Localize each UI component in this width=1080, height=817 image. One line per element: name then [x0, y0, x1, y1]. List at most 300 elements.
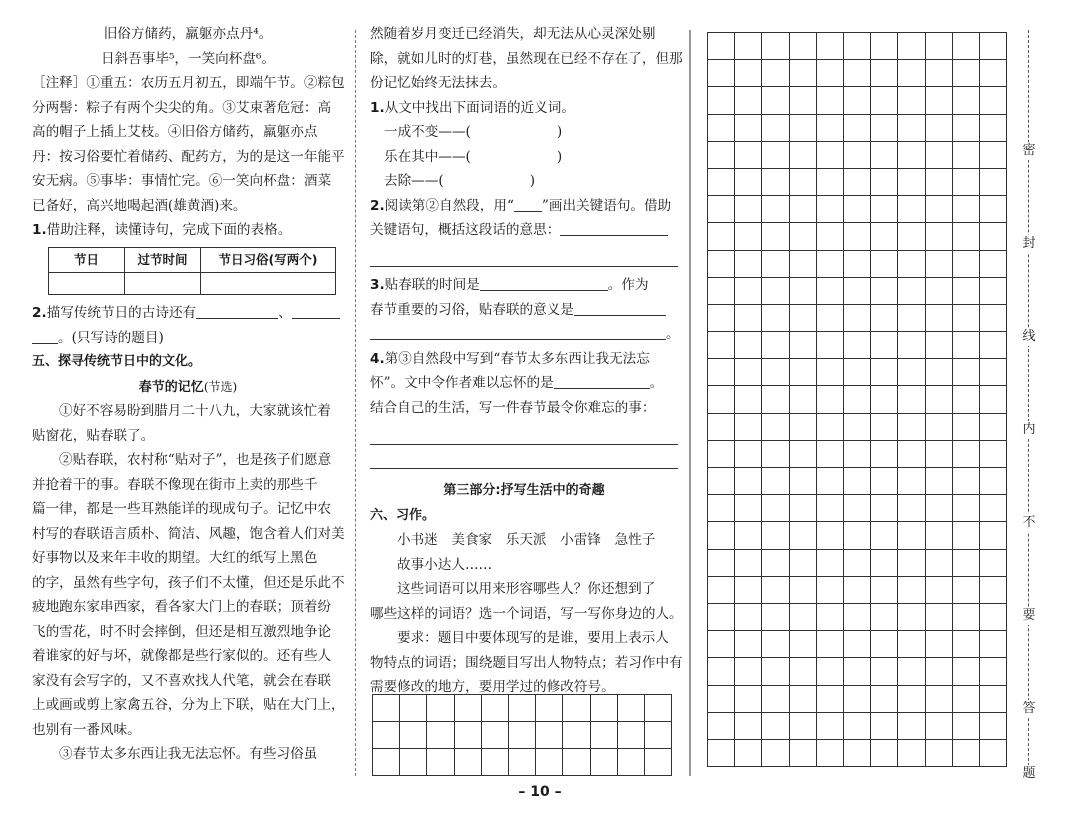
grid-cell[interactable] — [708, 115, 735, 142]
grid-cell[interactable] — [844, 604, 871, 631]
grid-cell[interactable] — [708, 278, 735, 305]
grid-cell[interactable] — [708, 468, 735, 495]
grid-cell[interactable] — [455, 749, 482, 776]
grid-cell[interactable] — [790, 550, 817, 577]
grid-cell[interactable] — [817, 87, 844, 114]
grid-cell[interactable] — [735, 550, 762, 577]
grid-cell[interactable] — [762, 332, 789, 359]
grid-cell[interactable] — [509, 722, 536, 749]
grid-cell[interactable] — [645, 722, 672, 749]
grid-cell[interactable] — [817, 115, 844, 142]
grid-cell[interactable] — [871, 359, 898, 386]
grid-cell[interactable] — [898, 196, 925, 223]
grid-cell[interactable] — [591, 722, 618, 749]
grid-cell[interactable] — [871, 169, 898, 196]
grid-cell[interactable] — [926, 87, 953, 114]
grid-cell[interactable] — [953, 359, 980, 386]
grid-cell[interactable] — [871, 223, 898, 250]
grid-cell[interactable] — [844, 550, 871, 577]
grid-cell[interactable] — [645, 695, 672, 722]
grid-cell[interactable] — [898, 522, 925, 549]
grid-cell[interactable] — [844, 196, 871, 223]
grid-cell[interactable] — [817, 305, 844, 332]
grid-cell[interactable] — [708, 414, 735, 441]
grid-cell[interactable] — [762, 305, 789, 332]
grid-cell[interactable] — [953, 223, 980, 250]
grid-cell[interactable] — [926, 713, 953, 740]
grid-cell[interactable] — [953, 686, 980, 713]
grid-cell[interactable] — [735, 604, 762, 631]
grid-cell[interactable] — [536, 695, 563, 722]
grid-cell[interactable] — [708, 550, 735, 577]
grid-cell[interactable] — [844, 522, 871, 549]
grid-cell[interactable] — [563, 695, 590, 722]
grid-cell[interactable] — [790, 142, 817, 169]
grid-cell[interactable] — [953, 305, 980, 332]
grid-cell[interactable] — [980, 658, 1007, 685]
grid-cell[interactable] — [762, 142, 789, 169]
answer-blank[interactable] — [560, 220, 668, 236]
grid-cell[interactable] — [898, 631, 925, 658]
grid-cell[interactable] — [790, 386, 817, 413]
grid-cell[interactable] — [926, 60, 953, 87]
grid-cell[interactable] — [980, 686, 1007, 713]
grid-cell[interactable] — [898, 495, 925, 522]
grid-cell[interactable] — [817, 686, 844, 713]
grid-cell[interactable] — [844, 713, 871, 740]
grid-cell[interactable] — [871, 658, 898, 685]
grid-cell[interactable] — [953, 414, 980, 441]
grid-cell[interactable] — [645, 749, 672, 776]
answer-blank[interactable] — [480, 275, 608, 291]
grid-cell[interactable] — [708, 142, 735, 169]
grid-cell[interactable] — [536, 722, 563, 749]
grid-cell[interactable] — [790, 278, 817, 305]
grid-cell[interactable] — [790, 522, 817, 549]
grid-cell[interactable] — [871, 305, 898, 332]
grid-cell[interactable] — [790, 631, 817, 658]
grid-cell[interactable] — [735, 60, 762, 87]
grid-cell[interactable] — [980, 278, 1007, 305]
grid-cell[interactable] — [871, 251, 898, 278]
grid-cell[interactable] — [844, 115, 871, 142]
grid-cell[interactable] — [762, 115, 789, 142]
grid-cell[interactable] — [871, 87, 898, 114]
grid-cell[interactable] — [898, 332, 925, 359]
grid-cell[interactable] — [735, 33, 762, 60]
grid-cell[interactable] — [817, 332, 844, 359]
grid-cell[interactable] — [844, 495, 871, 522]
grid-cell[interactable] — [926, 278, 953, 305]
grid-cell[interactable] — [926, 414, 953, 441]
grid-cell[interactable] — [735, 359, 762, 386]
grid-cell[interactable] — [817, 658, 844, 685]
grid-cell[interactable] — [762, 604, 789, 631]
answer-blank[interactable] — [370, 324, 666, 340]
grid-cell[interactable] — [735, 577, 762, 604]
grid-cell[interactable] — [980, 604, 1007, 631]
grid-cell[interactable] — [817, 550, 844, 577]
grid-cell[interactable] — [980, 196, 1007, 223]
grid-cell[interactable] — [898, 33, 925, 60]
grid-cell[interactable] — [790, 577, 817, 604]
grid-cell[interactable] — [735, 278, 762, 305]
grid-cell[interactable] — [844, 332, 871, 359]
grid-cell[interactable] — [871, 522, 898, 549]
grid-cell[interactable] — [871, 713, 898, 740]
grid-cell[interactable] — [926, 740, 953, 767]
grid-cell[interactable] — [926, 441, 953, 468]
grid-cell[interactable] — [762, 386, 789, 413]
grid-cell[interactable] — [618, 749, 645, 776]
grid-cell[interactable] — [871, 60, 898, 87]
grid-cell[interactable] — [455, 695, 482, 722]
grid-cell[interactable] — [735, 169, 762, 196]
grid-cell[interactable] — [953, 740, 980, 767]
grid-cell[interactable] — [509, 695, 536, 722]
grid-cell[interactable] — [790, 33, 817, 60]
grid-cell[interactable] — [708, 658, 735, 685]
grid-cell[interactable] — [980, 33, 1007, 60]
grid-cell[interactable] — [980, 359, 1007, 386]
grid-cell[interactable] — [871, 740, 898, 767]
grid-cell[interactable] — [790, 604, 817, 631]
grid-cell[interactable] — [871, 278, 898, 305]
grid-cell[interactable] — [953, 522, 980, 549]
grid-cell[interactable] — [708, 604, 735, 631]
grid-cell[interactable] — [898, 87, 925, 114]
grid-cell[interactable] — [482, 695, 509, 722]
grid-cell[interactable] — [817, 142, 844, 169]
grid-cell[interactable] — [790, 468, 817, 495]
grid-cell[interactable] — [871, 604, 898, 631]
grid-cell[interactable] — [926, 251, 953, 278]
grid-cell[interactable] — [790, 305, 817, 332]
grid-cell[interactable] — [926, 115, 953, 142]
grid-cell[interactable] — [817, 441, 844, 468]
grid-cell[interactable] — [762, 169, 789, 196]
grid-cell[interactable] — [762, 441, 789, 468]
grid-cell[interactable] — [790, 115, 817, 142]
grid-cell[interactable] — [980, 386, 1007, 413]
grid-cell[interactable] — [980, 223, 1007, 250]
grid-cell[interactable] — [898, 115, 925, 142]
grid-cell[interactable] — [980, 142, 1007, 169]
answer-blank[interactable] — [574, 300, 666, 316]
grid-cell[interactable] — [790, 359, 817, 386]
grid-cell[interactable] — [790, 169, 817, 196]
grid-cell[interactable] — [790, 196, 817, 223]
grid-cell[interactable] — [817, 251, 844, 278]
grid-cell[interactable] — [762, 87, 789, 114]
grid-cell[interactable] — [817, 60, 844, 87]
grid-cell[interactable] — [953, 278, 980, 305]
grid-cell[interactable] — [708, 386, 735, 413]
grid-cell[interactable] — [790, 251, 817, 278]
grid-cell[interactable] — [817, 495, 844, 522]
grid-cell[interactable] — [926, 686, 953, 713]
grid-cell[interactable] — [898, 686, 925, 713]
grid-cell[interactable] — [708, 251, 735, 278]
grid-cell[interactable] — [762, 196, 789, 223]
grid-cell[interactable] — [844, 169, 871, 196]
grid-cell[interactable] — [790, 60, 817, 87]
grid-cell[interactable] — [817, 386, 844, 413]
grid-cell[interactable] — [926, 495, 953, 522]
grid-cell[interactable] — [762, 686, 789, 713]
grid-cell[interactable] — [817, 278, 844, 305]
grid-cell[interactable] — [735, 522, 762, 549]
grid-cell[interactable] — [953, 196, 980, 223]
grid-cell[interactable] — [762, 251, 789, 278]
grid-cell[interactable] — [735, 115, 762, 142]
grid-cell[interactable] — [373, 722, 400, 749]
grid-cell[interactable] — [898, 278, 925, 305]
grid-cell[interactable] — [953, 631, 980, 658]
grid-cell[interactable] — [400, 749, 427, 776]
grid-cell[interactable] — [735, 414, 762, 441]
grid-cell[interactable] — [482, 722, 509, 749]
grid-cell[interactable] — [400, 722, 427, 749]
grid-cell[interactable] — [817, 522, 844, 549]
grid-cell[interactable] — [980, 251, 1007, 278]
grid-cell[interactable] — [844, 386, 871, 413]
grid-cell[interactable] — [708, 713, 735, 740]
grid-cell[interactable] — [898, 386, 925, 413]
grid-cell[interactable] — [980, 169, 1007, 196]
answer-line[interactable] — [370, 243, 678, 268]
grid-cell[interactable] — [762, 278, 789, 305]
grid-cell[interactable] — [926, 33, 953, 60]
grid-cell[interactable] — [735, 495, 762, 522]
grid-cell[interactable] — [871, 115, 898, 142]
grid-cell[interactable] — [898, 142, 925, 169]
grid-cell[interactable] — [708, 305, 735, 332]
grid-cell[interactable] — [817, 414, 844, 441]
grid-cell[interactable] — [953, 169, 980, 196]
grid-cell[interactable] — [953, 658, 980, 685]
grid-cell[interactable] — [953, 713, 980, 740]
grid-cell[interactable] — [926, 658, 953, 685]
grid-cell[interactable] — [618, 722, 645, 749]
grid-cell[interactable] — [735, 223, 762, 250]
grid-cell[interactable] — [871, 33, 898, 60]
grid-cell[interactable] — [844, 60, 871, 87]
grid-cell[interactable] — [427, 722, 454, 749]
grid-cell[interactable] — [708, 87, 735, 114]
grid-cell[interactable] — [427, 749, 454, 776]
grid-cell[interactable] — [844, 142, 871, 169]
grid-cell[interactable] — [898, 305, 925, 332]
grid-cell[interactable] — [844, 658, 871, 685]
grid-cell[interactable] — [871, 577, 898, 604]
writing-grid-small[interactable] — [372, 694, 672, 776]
grid-cell[interactable] — [898, 468, 925, 495]
grid-cell[interactable] — [735, 441, 762, 468]
grid-cell[interactable] — [400, 695, 427, 722]
grid-cell[interactable] — [735, 332, 762, 359]
grid-cell[interactable] — [953, 115, 980, 142]
grid-cell[interactable] — [898, 658, 925, 685]
grid-cell[interactable] — [708, 359, 735, 386]
grid-cell[interactable] — [898, 359, 925, 386]
table-cell-blank[interactable] — [201, 273, 336, 295]
answer-line[interactable] — [370, 420, 678, 445]
grid-cell[interactable] — [926, 305, 953, 332]
grid-cell[interactable] — [953, 386, 980, 413]
grid-cell[interactable] — [735, 251, 762, 278]
grid-cell[interactable] — [735, 740, 762, 767]
grid-cell[interactable] — [871, 196, 898, 223]
grid-cell[interactable] — [953, 60, 980, 87]
grid-cell[interactable] — [536, 749, 563, 776]
grid-cell[interactable] — [980, 713, 1007, 740]
grid-cell[interactable] — [898, 251, 925, 278]
grid-cell[interactable] — [898, 169, 925, 196]
grid-cell[interactable] — [618, 695, 645, 722]
grid-cell[interactable] — [980, 87, 1007, 114]
grid-cell[interactable] — [735, 196, 762, 223]
grid-cell[interactable] — [844, 468, 871, 495]
grid-cell[interactable] — [591, 695, 618, 722]
grid-cell[interactable] — [790, 441, 817, 468]
writing-grid-large[interactable] — [707, 32, 1007, 767]
grid-cell[interactable] — [762, 495, 789, 522]
grid-cell[interactable] — [762, 713, 789, 740]
grid-cell[interactable] — [926, 386, 953, 413]
grid-cell[interactable] — [708, 740, 735, 767]
grid-cell[interactable] — [844, 33, 871, 60]
grid-cell[interactable] — [735, 468, 762, 495]
grid-cell[interactable] — [762, 631, 789, 658]
grid-cell[interactable] — [790, 414, 817, 441]
grid-cell[interactable] — [953, 495, 980, 522]
grid-cell[interactable] — [708, 631, 735, 658]
grid-cell[interactable] — [790, 686, 817, 713]
grid-cell[interactable] — [953, 577, 980, 604]
grid-cell[interactable] — [790, 713, 817, 740]
grid-cell[interactable] — [427, 695, 454, 722]
grid-cell[interactable] — [817, 33, 844, 60]
grid-cell[interactable] — [953, 550, 980, 577]
answer-line[interactable] — [370, 445, 678, 470]
grid-cell[interactable] — [844, 577, 871, 604]
grid-cell[interactable] — [898, 577, 925, 604]
grid-cell[interactable] — [762, 577, 789, 604]
grid-cell[interactable] — [708, 441, 735, 468]
grid-cell[interactable] — [898, 740, 925, 767]
grid-cell[interactable] — [708, 196, 735, 223]
grid-cell[interactable] — [762, 359, 789, 386]
grid-cell[interactable] — [871, 332, 898, 359]
grid-cell[interactable] — [509, 749, 536, 776]
answer-blank[interactable] — [196, 303, 278, 319]
grid-cell[interactable] — [871, 142, 898, 169]
grid-cell[interactable] — [708, 169, 735, 196]
grid-cell[interactable] — [953, 468, 980, 495]
grid-cell[interactable] — [898, 414, 925, 441]
grid-cell[interactable] — [735, 658, 762, 685]
table-cell-blank[interactable] — [49, 273, 125, 295]
grid-cell[interactable] — [708, 33, 735, 60]
grid-cell[interactable] — [980, 631, 1007, 658]
grid-cell[interactable] — [762, 468, 789, 495]
grid-cell[interactable] — [980, 305, 1007, 332]
grid-cell[interactable] — [926, 577, 953, 604]
grid-cell[interactable] — [926, 169, 953, 196]
grid-cell[interactable] — [844, 87, 871, 114]
grid-cell[interactable] — [926, 550, 953, 577]
grid-cell[interactable] — [708, 332, 735, 359]
grid-cell[interactable] — [980, 522, 1007, 549]
grid-cell[interactable] — [980, 577, 1007, 604]
grid-cell[interactable] — [817, 631, 844, 658]
grid-cell[interactable] — [844, 223, 871, 250]
grid-cell[interactable] — [871, 386, 898, 413]
grid-cell[interactable] — [762, 33, 789, 60]
grid-cell[interactable] — [953, 441, 980, 468]
grid-cell[interactable] — [980, 60, 1007, 87]
grid-cell[interactable] — [735, 686, 762, 713]
grid-cell[interactable] — [735, 87, 762, 114]
grid-cell[interactable] — [373, 749, 400, 776]
grid-cell[interactable] — [373, 695, 400, 722]
grid-cell[interactable] — [871, 468, 898, 495]
grid-cell[interactable] — [898, 604, 925, 631]
grid-cell[interactable] — [817, 359, 844, 386]
grid-cell[interactable] — [762, 60, 789, 87]
grid-cell[interactable] — [817, 169, 844, 196]
grid-cell[interactable] — [980, 495, 1007, 522]
grid-cell[interactable] — [790, 740, 817, 767]
grid-cell[interactable] — [926, 631, 953, 658]
grid-cell[interactable] — [708, 577, 735, 604]
grid-cell[interactable] — [871, 441, 898, 468]
grid-cell[interactable] — [980, 468, 1007, 495]
grid-cell[interactable] — [790, 332, 817, 359]
grid-cell[interactable] — [898, 713, 925, 740]
grid-cell[interactable] — [980, 332, 1007, 359]
grid-cell[interactable] — [735, 142, 762, 169]
grid-cell[interactable] — [817, 604, 844, 631]
grid-cell[interactable] — [871, 631, 898, 658]
grid-cell[interactable] — [762, 414, 789, 441]
grid-cell[interactable] — [844, 631, 871, 658]
grid-cell[interactable] — [980, 414, 1007, 441]
grid-cell[interactable] — [735, 631, 762, 658]
grid-cell[interactable] — [563, 722, 590, 749]
grid-cell[interactable] — [790, 87, 817, 114]
grid-cell[interactable] — [898, 441, 925, 468]
grid-cell[interactable] — [953, 142, 980, 169]
grid-cell[interactable] — [735, 305, 762, 332]
grid-cell[interactable] — [844, 278, 871, 305]
grid-cell[interactable] — [926, 196, 953, 223]
answer-blank[interactable] — [292, 303, 340, 319]
grid-cell[interactable] — [790, 223, 817, 250]
grid-cell[interactable] — [708, 223, 735, 250]
grid-cell[interactable] — [926, 223, 953, 250]
grid-cell[interactable] — [817, 196, 844, 223]
grid-cell[interactable] — [926, 604, 953, 631]
grid-cell[interactable] — [762, 550, 789, 577]
grid-cell[interactable] — [762, 740, 789, 767]
grid-cell[interactable] — [898, 60, 925, 87]
grid-cell[interactable] — [980, 115, 1007, 142]
grid-cell[interactable] — [844, 686, 871, 713]
grid-cell[interactable] — [871, 495, 898, 522]
grid-cell[interactable] — [898, 550, 925, 577]
